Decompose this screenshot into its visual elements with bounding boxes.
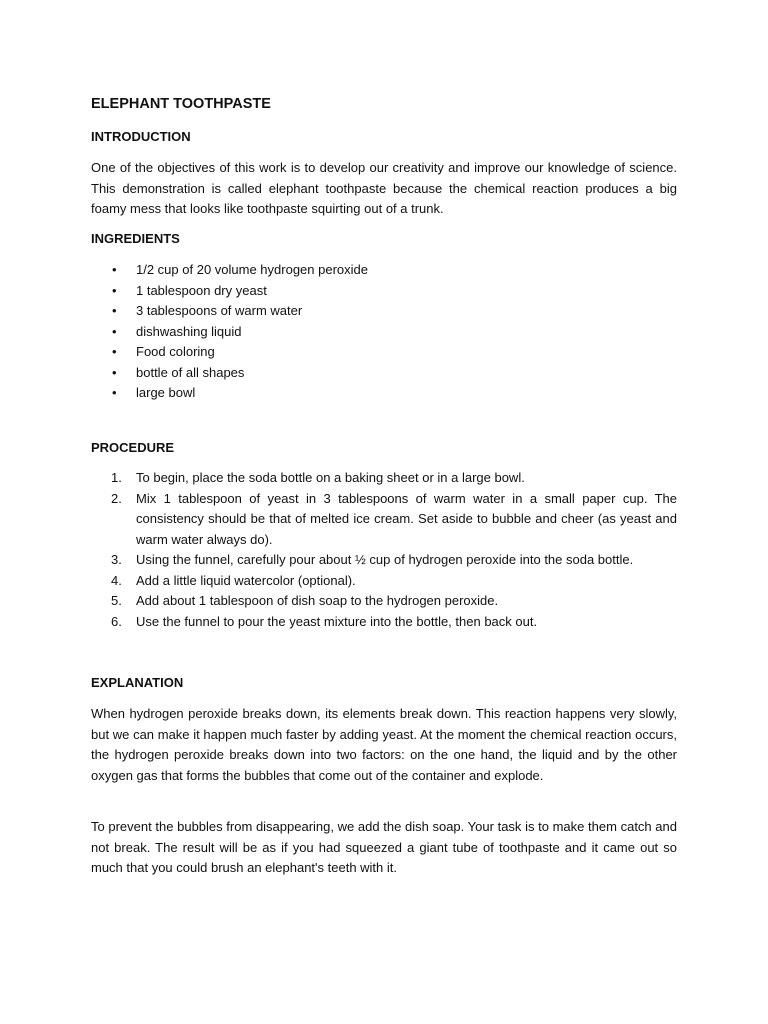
ingredients-heading: INGREDIENTS — [91, 231, 180, 246]
step-text: Using the funnel, carefully pour about ½ cup of hydrogen peroxide into the soda bottle. — [136, 552, 634, 567]
step-text: Use the funnel to pour the yeast mixture into the bottle, then back out. — [136, 613, 538, 629]
procedure-step — [91, 489, 677, 551]
step-text: Add about 1 tablespoon of dish soap to the hydrogen peroxide. — [136, 593, 499, 608]
ingredient-item — [91, 301, 677, 322]
step-text: Mix 1 tablespoon of yeast in 3 tablespoons of warm water in a small paper cup. The consistency should be that of melted ice cream. Set aside to bubble and cheer (as yeast and warm water always do). — [136, 490, 677, 547]
step-number: 4. — [111, 572, 122, 588]
procedure-step — [91, 571, 677, 592]
ingredient-item — [91, 342, 677, 363]
ingredient-text: dishwashing liquid — [136, 323, 242, 339]
step-number: 5. — [111, 593, 122, 608]
bullet-icon: • — [112, 303, 117, 318]
ingredient-item — [91, 281, 677, 302]
bullet-icon: • — [112, 323, 117, 339]
ingredient-text: bottle of all shapes — [136, 364, 245, 380]
ingredient-text: Food coloring — [136, 344, 215, 359]
ingredient-item — [91, 363, 677, 384]
procedure-step — [91, 550, 677, 571]
bullet-icon: • — [112, 262, 117, 277]
procedure-list — [91, 468, 677, 632]
step-number: 1. — [111, 470, 122, 485]
procedure-step — [91, 591, 677, 612]
explanation-paragraph: To prevent the bubbles from disappearing, we add the dish soap. Your task is to make them catch and not break. The result will be as if you had squeezed a giant tube of toothpaste and it came out so much that you could brush an elephant's teeth with it. — [91, 819, 677, 875]
ingredients-list — [91, 260, 677, 404]
ingredient-text: large bowl — [136, 385, 196, 400]
ingredient-text: 3 tablespoons of warm water — [136, 303, 303, 318]
ingredient-text: 1 tablespoon dry yeast — [136, 282, 267, 298]
step-number: 6. — [111, 613, 122, 629]
introduction-heading: INTRODUCTION — [91, 129, 191, 144]
procedure-step — [91, 468, 677, 489]
ingredient-item — [91, 383, 677, 404]
ingredient-item — [91, 260, 677, 281]
bullet-icon: • — [112, 385, 117, 400]
explanation-paragraph: When hydrogen peroxide breaks down, its elements break down. This reaction happens very slowly, but we can make it happen much faster by adding yeast. At the moment the chemical reaction occurs, the hydrogen peroxide breaks down into two factors: on the one hand, the liquid and by the other oxygen gas that forms the bubbles that come out of the container and explode. — [91, 706, 677, 783]
ingredient-text: 1/2 cup of 20 volume hydrogen peroxide — [136, 262, 368, 277]
bullet-icon: • — [112, 282, 117, 298]
procedure-step — [91, 612, 677, 633]
step-number: 3. — [111, 552, 122, 567]
bullet-icon: • — [112, 364, 117, 380]
document-title: ELEPHANT TOOTHPASTE — [91, 96, 271, 112]
step-text: Add a little liquid watercolor (optional). — [136, 572, 356, 588]
bullet-icon: • — [112, 344, 117, 359]
step-text: To begin, place the soda bottle on a baking sheet or in a large bowl. — [136, 470, 525, 485]
step-number: 2. — [111, 490, 122, 506]
ingredient-item — [91, 322, 677, 343]
introduction-paragraph: One of the objectives of this work is to develop our creativity and improve our knowledge of science. This demonstration is called elephant toothpaste because the chemical reaction produces a big foamy mess that looks like toothpaste squirting out of a trunk. — [91, 160, 677, 216]
explanation-heading: EXPLANATION — [91, 675, 184, 690]
procedure-heading: PROCEDURE — [91, 440, 175, 455]
